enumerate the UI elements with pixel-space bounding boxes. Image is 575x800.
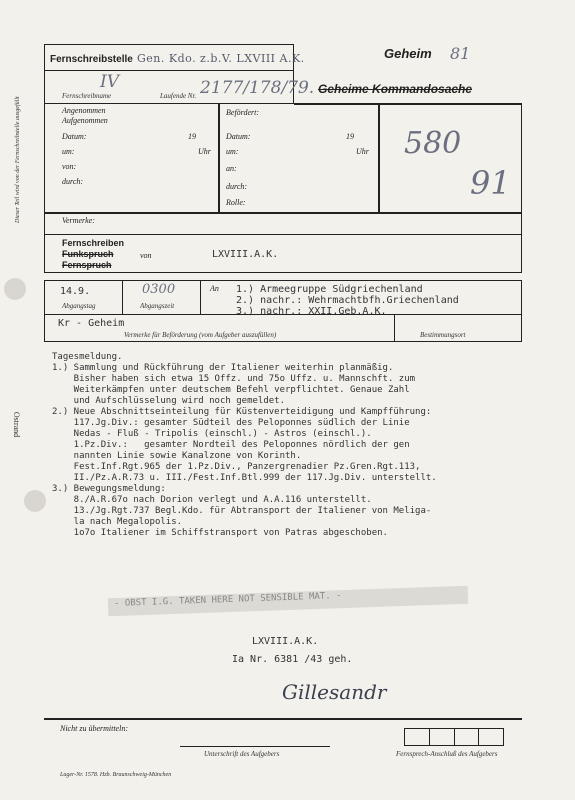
notes-label: Vermerke: — [62, 216, 95, 225]
forwarded-durch: durch: — [226, 182, 248, 191]
dispatch-time: 0300 — [142, 282, 176, 297]
secret-num: 81 — [450, 44, 471, 63]
recipient-2: 2.) nachr.: Wehrmachtbfh.Griechenland — [236, 295, 459, 306]
footer-sig-rule — [180, 746, 330, 747]
type-funkspruch: Funkspruch — [62, 249, 114, 259]
type-fernspruch: Fernspruch — [62, 260, 112, 270]
recipient-1: 1.) Armeegruppe Südgriechenland — [236, 284, 423, 295]
footer-rule — [44, 718, 522, 720]
dispatch-an: An — [210, 284, 219, 293]
station-stamp: Gen. Kdo. z.b.V. LXVIII A.K. — [137, 52, 305, 65]
footer-phone-label: Fernsprech-Anschluß des Aufgebers — [396, 750, 498, 758]
footer-transmit: Nicht zu übermitteln: — [60, 724, 128, 733]
body-line: nannten Linie sowie Kanalzone von Korinth. — [52, 451, 302, 461]
recipient-3: 3.) nachr.: XXII.Geb.A.K. — [236, 306, 387, 317]
received-title1: Angenommen — [62, 106, 106, 115]
footer-signature-label: Unterschrift des Aufgebers — [204, 750, 280, 758]
stamp-num-bottom: 91 — [470, 164, 511, 202]
notes-sender: LXVIII.A.K. — [212, 249, 279, 260]
struck-line: - OBST I.G. TAKEN HERE NOT SENSIBLE MAT. - — [113, 591, 342, 609]
body-line: 117.Jg.Div.: gesamter Südteil des Peloponnes südlich der Linie — [52, 418, 410, 428]
body-line: 1.Pz.Div.: gesamter Nordteil des Peloponnes nördlich der gen — [52, 440, 410, 450]
body-line: 1.) Sammlung und Rückführung der Italiener weiterhin planmäßig. — [52, 363, 394, 373]
received-durch: durch: — [62, 177, 84, 186]
message-body — [52, 352, 522, 592]
dispatch-date: 14.9. — [60, 286, 91, 297]
body-line: 1o7o Italiener im Schiffstransport von Patras abgeschoben. — [52, 528, 388, 538]
col-div-1 — [218, 103, 220, 213]
punch-hole-bottom — [24, 490, 46, 512]
body-line: Fest.Inf.Rgt.965 der 1.Pz.Div., Panzergrenadier Pz.Gren.Rgt.113, — [52, 462, 421, 472]
body-line: 2.) Neue Abschnittseinteilung für Küstenverteidigung und Kampfführung: — [52, 407, 432, 417]
body-line: und Aufschlüsselung wird noch gemeldet. — [52, 396, 285, 406]
serial-label: Laufende Nr. — [160, 92, 197, 100]
side-note: Dieser Teil wird von der Fernschreibstelle ausgefüllt — [15, 96, 21, 223]
forwarded-19: 19 — [346, 132, 354, 141]
sig-ref: Ia Nr. 6381 /43 geh. — [232, 654, 353, 665]
body-line: Weiterkämpfen unter deutschem Befehl verpflichtet. Genaue Zahl — [52, 385, 410, 395]
body-line: 8./A.R.67o nach Dorion verlegt und A.A.116 unterstellt. — [52, 495, 372, 505]
commando-label: Geheime Kommandosache — [318, 82, 473, 96]
received-von: von: — [62, 162, 77, 171]
dispatch-priority: Kr - Geheim — [58, 318, 125, 329]
stamp-num-top: 580 — [404, 126, 462, 161]
margin-word: Ostrand — [12, 411, 22, 438]
col-div-2 — [378, 103, 380, 213]
dispatch-priority-note: Vermerke für Beförderung (vom Aufgeber auszufüllen) — [124, 331, 277, 339]
sig-unit: LXVIII.A.K. — [252, 636, 319, 647]
phone-boxes — [404, 728, 504, 746]
tr-sign-label: Fernschreibname — [62, 92, 112, 100]
dispatch-dest-label: Bestimmungsort — [420, 331, 466, 339]
secret-label: Geheim — [384, 46, 432, 61]
body-line: Tagesmeldung. — [52, 352, 123, 362]
received-um: um: — [62, 147, 75, 156]
punch-hole-top — [4, 278, 26, 300]
tr-sign-hand: IV — [100, 72, 119, 92]
body-line: II./Pz.A.R.73 u. III./Fest.Inf.Btl.999 der 117.Jg.Div. unterstellt. — [52, 473, 437, 483]
station-label: Fernschreibstelle — [50, 54, 133, 65]
notes-divider — [44, 234, 522, 235]
forwarded-an: an: — [226, 164, 237, 173]
dispatch-time-label: Abgangszeit — [140, 302, 175, 310]
received-date: Datum: — [62, 132, 87, 141]
body-line: Bisher haben sich etwa 15 Offz. und 75o Uffz. u. Mannschft. zum — [52, 374, 416, 384]
dispatch-div-3 — [394, 314, 395, 342]
type-fernschreiben: Fernschreiben — [62, 238, 125, 248]
forwarded-date: Datum: — [226, 132, 251, 141]
received-uhr: Uhr — [198, 147, 211, 156]
forwarded-rolle: Rolle: — [226, 198, 246, 207]
dispatch-date-label: Abgangstag — [62, 302, 96, 310]
received-title2: Aufgenommen — [62, 116, 108, 125]
forwarded-title: Befördert: — [226, 108, 260, 117]
received-19: 19 — [188, 132, 196, 141]
dispatch-div-2 — [200, 280, 201, 314]
forwarded-uhr: Uhr — [356, 147, 369, 156]
dispatch-div-1 — [122, 280, 123, 314]
sig-handwritten: Gillesandr — [282, 680, 387, 704]
serial-hand: 2177/178/79. — [200, 78, 315, 98]
body-line: 13./Jg.Rgt.737 Begl.Kdo. für Abtransport der Italiener von Meliga- — [52, 506, 432, 516]
body-line: 3.) Bewegungsmeldung: — [52, 484, 166, 494]
station-divider — [44, 70, 294, 71]
body-line: la nach Megalopolis. — [52, 517, 183, 527]
forwarded-um: um: — [226, 147, 239, 156]
footer-print-info: Lager-Nr. 1578. Hzb. Braunschweig-München — [60, 772, 172, 778]
body-line: Nedas - Fluß - Tripolis (einschl.) - Astros (einschl.). — [52, 429, 372, 439]
notes-von: von — [140, 251, 152, 260]
